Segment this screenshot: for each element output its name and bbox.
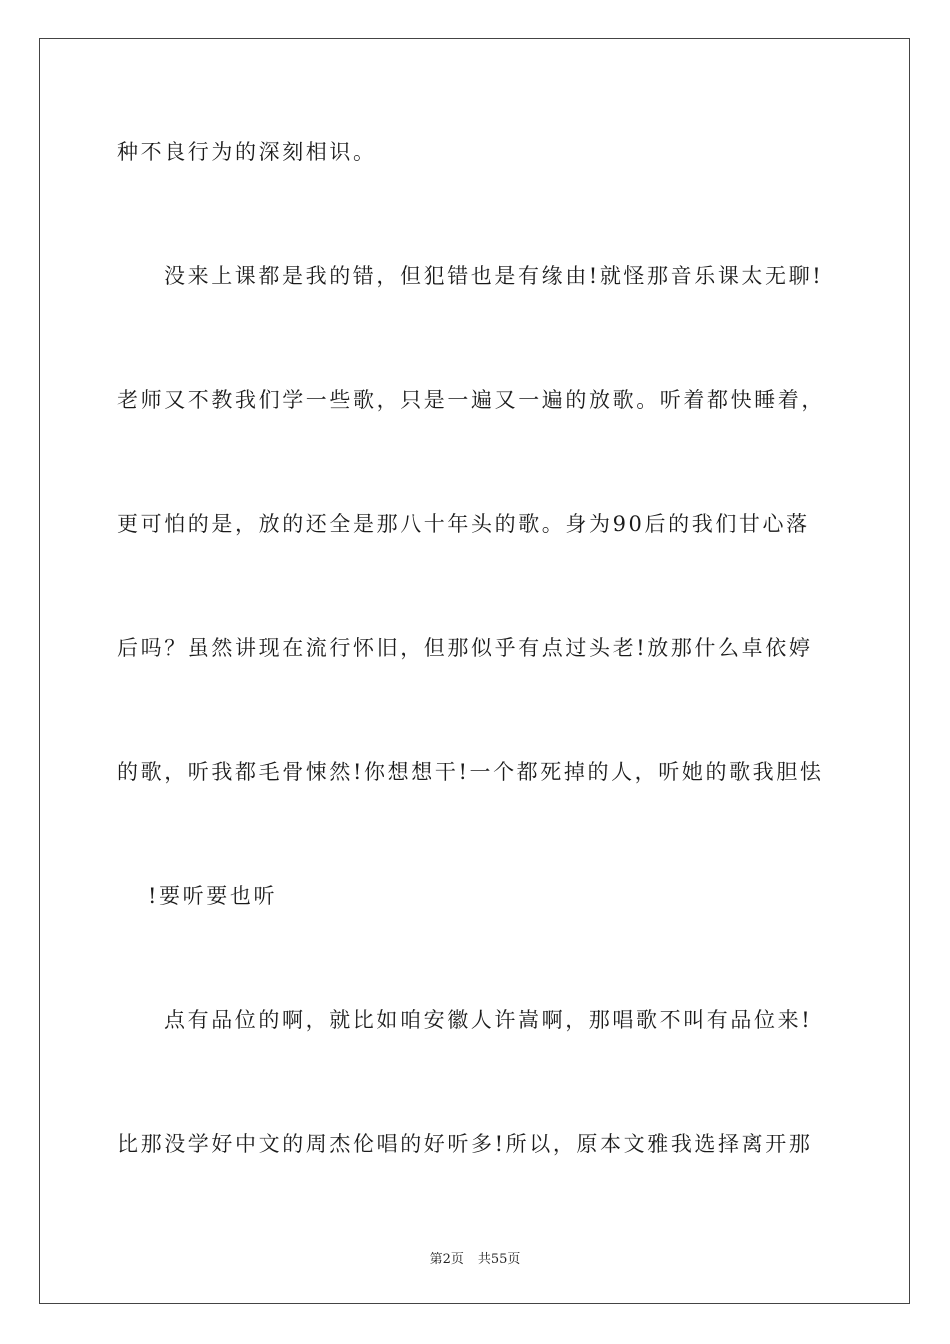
text-line-1: 种不良行为的深刻相识。 [117, 140, 377, 164]
text-line-9: 比那没学好中文的周杰伦唱的好听多!所以，原本文雅我选择离开那 [117, 1132, 813, 1156]
page-border [39, 38, 910, 1304]
text-line-3: 老师又不教我们学一些歌，只是一遍又一遍的放歌。听着都快睡着， [117, 388, 825, 412]
text-line-5: 后吗？虽然讲现在流行怀旧，但那似乎有点过头老!放那什么卓依婷 [117, 636, 813, 660]
text-line-2: 没来上课都是我的错，但犯错也是有缘由!就怪那音乐课太无聊! [164, 264, 824, 288]
text-line-7: !要听要也听 [148, 884, 278, 908]
text-line-8: 点有品位的啊，就比如咱安徽人许嵩啊，那唱歌不叫有品位来! [164, 1008, 813, 1032]
page-total: 共55页 [477, 1252, 521, 1267]
page-footer [0, 1248, 950, 1267]
text-line-6: 的歌，听我都毛骨悚然!你想想干!一个都死掉的人，听她的歌我胆怯 [117, 760, 824, 784]
page-number: 第2页 [429, 1252, 464, 1267]
text-line-4: 更可怕的是，放的还全是那八十年头的歌。身为90后的我们甘心落 [117, 512, 810, 536]
